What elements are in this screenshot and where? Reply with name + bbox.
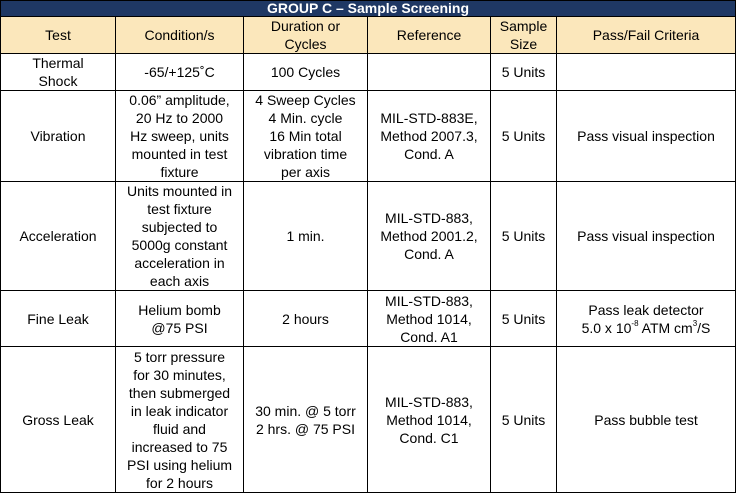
cell-duration: 1 min.: [244, 182, 368, 291]
cell-test: Fine Leak: [1, 291, 116, 347]
header-duration: Duration or Cycles: [244, 17, 368, 54]
table-row-gross-leak: [1, 347, 736, 493]
cell-reference: MIL-STD-883, Method 1014, Cond. A1: [368, 291, 491, 347]
header-sample-size: Sample Size: [491, 17, 557, 54]
table-row-acceleration: [1, 182, 736, 291]
cell-criteria: Pass visual inspection: [557, 91, 736, 182]
cell-sample-size: 5 Units: [491, 54, 557, 91]
header-reference: Reference: [368, 17, 491, 54]
header-row: [1, 17, 736, 54]
cell-duration: 100 Cycles: [244, 54, 368, 91]
cell-criteria: [557, 291, 736, 347]
criteria-base: 5.0 x 10: [581, 319, 632, 336]
cell-criteria: Pass visual inspection: [557, 182, 736, 291]
cell-duration: 2 hours: [244, 291, 368, 347]
cell-sample-size: 5 Units: [491, 182, 557, 291]
cell-condition: Helium bomb @75 PSI: [116, 291, 244, 347]
title-row: [1, 1, 736, 17]
cell-test: Acceleration: [1, 182, 116, 291]
header-criteria: Pass/Fail Criteria: [557, 17, 736, 54]
cell-condition: Units mounted in test fixture subjected to 5000g constant acceleration in each axis: [116, 182, 244, 291]
cell-sample-size: 5 Units: [491, 347, 557, 493]
cell-reference: [368, 54, 491, 91]
table-row-fine-leak: [1, 291, 736, 347]
cell-duration: 30 min. @ 5 torr 2 hrs. @ 75 PSI: [244, 347, 368, 493]
cell-condition: 5 torr pressure for 30 minutes, then submerged in leak indicator fluid and increased to 75 PSI using helium for 2 hours: [116, 347, 244, 493]
cell-criteria: Pass bubble test: [557, 347, 736, 493]
header-test: Test: [1, 17, 116, 54]
cell-condition: -65/+125˚C: [116, 54, 244, 91]
header-condition: Condition/s: [116, 17, 244, 54]
criteria-unit-exponent: 3: [692, 318, 698, 328]
criteria-unit: ATM cm: [638, 319, 693, 336]
cell-duration: 4 Sweep Cycles 4 Min. cycle 16 Min total vibration time per axis: [244, 91, 368, 182]
table-title: GROUP C – Sample Screening: [1, 1, 736, 17]
cell-sample-size: 5 Units: [491, 291, 557, 347]
cell-test: Gross Leak: [1, 347, 116, 493]
cell-sample-size: 5 Units: [491, 91, 557, 182]
cell-condition: 0.06” amplitude, 20 Hz to 2000 Hz sweep, units mounted in test fixture: [116, 91, 244, 182]
cell-reference: MIL-STD-883, Method 2001.2, Cond. A: [368, 182, 491, 291]
criteria-unit-end: /S: [697, 319, 711, 336]
cell-reference: MIL-STD-883E, Method 2007.3, Cond. A: [368, 91, 491, 182]
criteria-line1: Pass leak detector: [588, 301, 704, 318]
criteria-exponent: -8: [631, 318, 639, 328]
cell-criteria: [557, 54, 736, 91]
cell-reference: MIL-STD-883, Method 1014, Cond. C1: [368, 347, 491, 493]
cell-test: Thermal Shock: [1, 54, 116, 91]
cell-test: Vibration: [1, 91, 116, 182]
table-row-vibration: [1, 91, 736, 182]
table-row-thermal-shock: [1, 54, 736, 91]
